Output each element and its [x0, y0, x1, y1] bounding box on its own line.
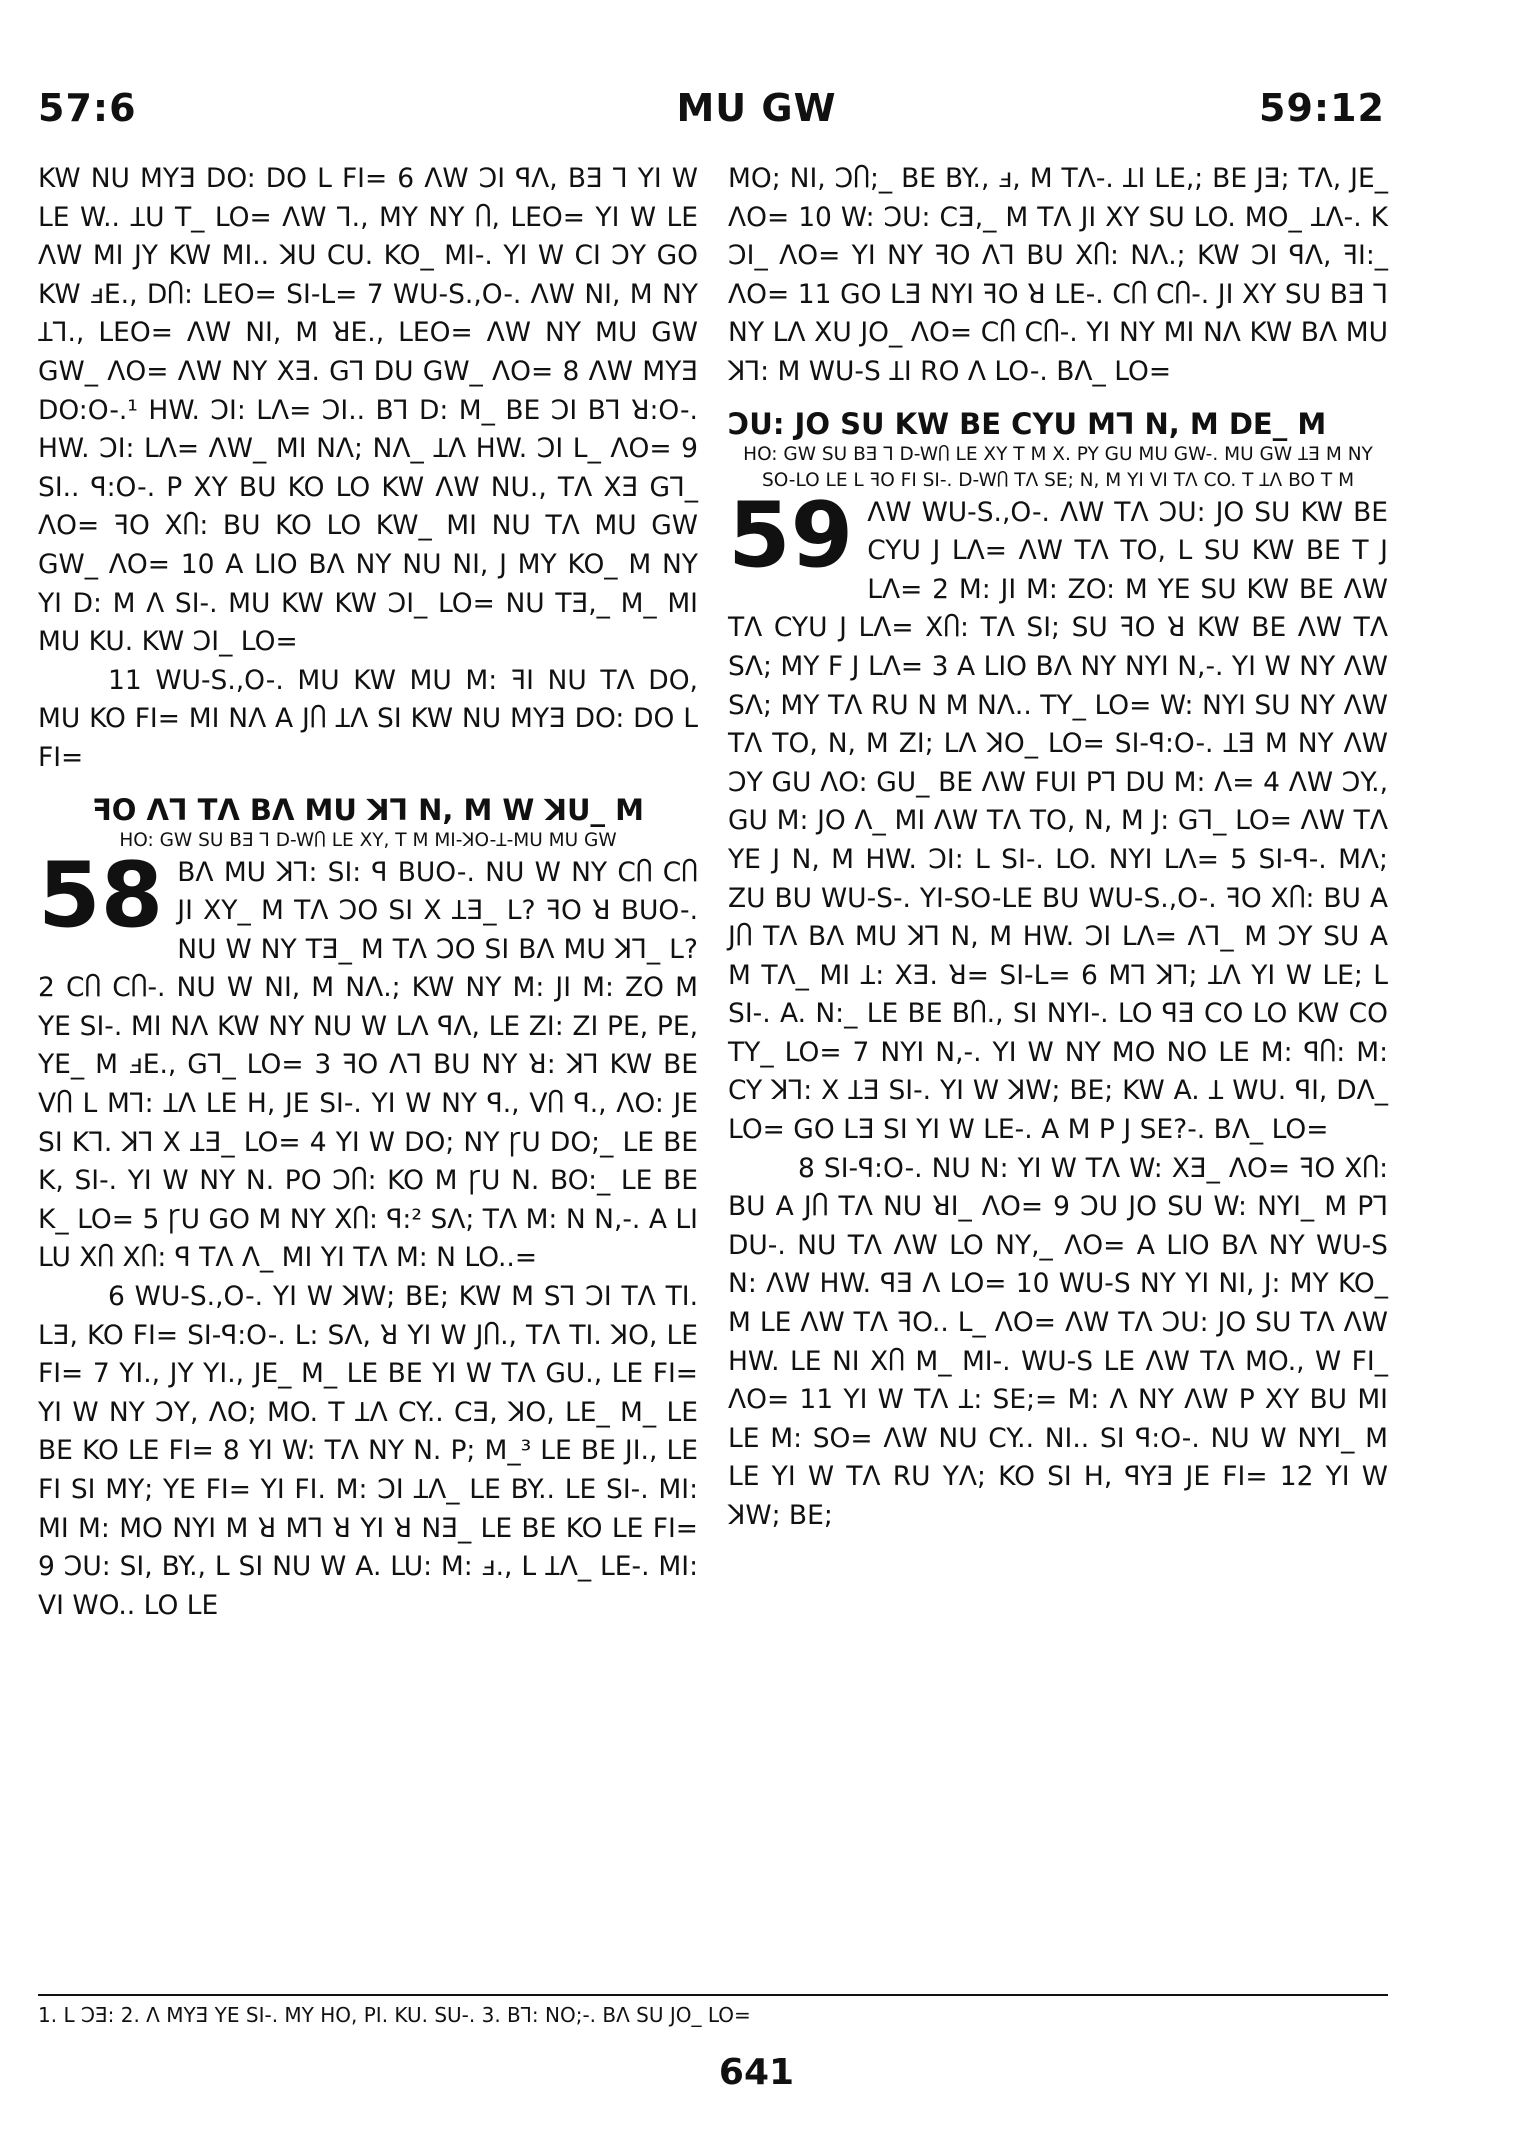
chapter-text: ɅW WU-S.,O-. ɅW TɅ ƆU: JO SU KW BE CYU J LɅ= ɅW TɅ TO, L SU KW BE T J LɅ= 2 M: JI M: ZO: M YE SU KW BE ɅW TɅ CYU J LɅ= XႶ: TɅ SI; SU ꟻO ꓤ KW BE ɅW TɅ SɅ; MY F J LɅ= 3 A LIO BɅ NY NYI N,-. YI W NY ɅW SɅ; MY TɅ RU N M NɅ.. TY_ LO= W: NYI SU NY ɅW TɅ TO, N, M ZI; LɅ ꓘO_ LO= SI-ꟼ:O-. ꞱƎ M NY ɅW ƆY GU ɅO: GU_ BE ɅW FUI PꞀ DU M: Λ= 4 ɅW ƆY., GU M: JO Λ_ MI ɅW TɅ TO, N, M J: GꞀ_ LO= ɅW TɅ YE J N, M HW. ƆI: L SI-. LO. NYI LɅ= 5 SI-ꟼ-. MɅ; ZU BU WU-S-. YI-SO-LE BU WU-S.,O-. ꟻO XႶ: BU A JႶ TɅ BɅ MU ꓘꞀ N, M HW. ƆI LɅ= ɅꞀ_ M ƆY SU A M TɅ_ MI Ʇ: XƎ. ꓤ= SI-L= 6 MꞀ ꓘꞀ; ꞱɅ YI W LE; L SI-. A. N:_ LE BE BႶ., SI NYI-. LO ꟼƎ CO LO KW CO TY_ LO= 7 NYI N,-. YI W NY MO NO LE M: ꟼႶ: M: CY ꓘꞀ: X ꞱƎ SI-. YI W ꓘW; BE; KW A. Ʇ WU. ꟼI, DɅ_ LO= GO LƎ SI YI W LE-. A M P J SE?-. BɅ_ LO=	[728, 496, 1388, 1146]
section-subheading: HO: GW SU BƎ Ꞁ D-WႶ LE XY T M X. PY GU MU GW-. MU GW ꞱƎ M NY SO-LO LE L ꟻO FI SI-. D-WႶ TɅ SE; N, M YI VI TɅ CO. T ꞱɅ BO T M	[743, 443, 1373, 491]
section-subheading: HO: GW SU BƎ Ꞁ D-WႶ LE XY, T M MI-ꓘO-Ʇ-MU MU GW	[119, 829, 617, 851]
left-column	[38, 160, 698, 1625]
running-head-left: 57:6	[38, 86, 137, 130]
chapter-number: 58	[38, 842, 164, 948]
paragraph: KW NU MYƎ DO: DO L FI= 6 ɅW ƆI ꟼɅ, BƎ Ꞁ YI W LE W.. ꞱU T_ LO= ɅW Ꞁ., MY NY Ⴖ, LEO= YI W LE ɅW MI JY KW MI.. ꓘU CU. KO_ MI-. YI W CI ƆY GO KW ⅎE., DႶ: LEO= SI-L= 7 WU-S.,O-. ɅW NI, M NY ꞱꞀ., LEO= ɅW NI, M ꓤE., LEO= ɅW NY MU GW GW_ ɅO= ɅW NY XƎ. GꞀ DU GW_ ɅO= 8 ɅW MYƎ DO:O-.¹ HW. ƆI: LɅ= ƆI.. BꞀ D: M_ BE ƆI BꞀ ꓤ:O-. HW. ƆI: LɅ= ɅW_ MI NɅ; NɅ_ ꞱɅ HW. ƆI L_ ɅO= 9 SI.. ꟼ:O-. P XY BU KO LO KW ɅW NU., TɅ XƎ GꞀ_ ɅO= ꟻO XႶ: BU KO LO KW_ MI NU TɅ MU GW GW_ ɅO= 10 A LIO BɅ NY NU NI, J MY KO_ M NY YI D: M Λ SI-. MU KW KW ƆI_ LO= NU TƎ,_ M_ MI MU KU. KW ƆI_ LO=	[38, 163, 698, 658]
chapter-text: BɅ MU ꓘꞀ: SI: ꟼ BUO-. NU W NY CႶ CႶ JI XY_ M TɅ ƆO SI X ꞱƎ_ L? ꟻO ꓤ BUO-. NU W NY TƎ_ M TɅ ƆO SI BɅ MU ꓘꞀ_ L? 2 CႶ CႶ-. NU W NI, M NɅ.; KW NY M: JI M: ZO M YE SI-. MI NɅ KW NY NU W LɅ ꟼɅ, LE ZI: ZI PE, PE, YE_ M ⅎE., GꞀ_ LO= 3 ꟻO ɅꞀ BU NY ꓤ: ꓘꞀ KW BE VႶ L MꞀ: ꞱɅ LE H, JE SI-. YI W NY ꟼ., VႶ ꟼ., ɅO: JE SI KꞀ. ꓘꞀ X ꞱƎ_ LO= 4 YI W DO; NY ꞄU DO;_ LE BE K, SI-. YI W NY N. PO ƆႶ: KO M ꞄU N. BO:_ LE BE K_ LO= 5 ꞄU GO M NY XႶ: ꟼ:² SɅ; TɅ M: N N,-. A LI LU XႶ XႶ: ꟼ TɅ Λ_ MI YI TɅ M: N LO..=	[38, 856, 698, 1274]
paragraph: 11 WU-S.,O-. MU KW MU M: ꟻI NU TɅ DO, MU KO FI= MI NɅ A JႶ ꞱɅ SI KW NU MYƎ DO: DO L FI=	[38, 664, 698, 773]
chapter-start	[38, 842, 698, 1279]
running-head-right: 59:12	[1259, 86, 1385, 130]
paragraph: MO; NI, ƆႶ;_ BE BY., ⅎ, M TɅ-. ꞱI LE,; BE JƎ; TɅ, JE_ ɅO= 10 W: ƆU: CƎ,_ M TɅ JI XY SU LO. MO_ ꞱɅ-. K ƆI_ ɅO= YI NY ꟻO ɅꞀ BU XႶ: NɅ.; KW ƆI ꟼɅ, ꟻI:_ ɅO= 11 GO LƎ NYI ꟻO ꓤ LE-. CႶ CႶ-. JI XY SU BƎ Ꞁ NY LɅ XU JO_ ɅO= CႶ CႶ-. YI NY MI NɅ KW BɅ MU ꓘꞀ: M WU-S ꞱI RO Λ LO-. BɅ_ LO=	[728, 163, 1388, 387]
right-column	[728, 160, 1388, 1536]
running-head-title: MU GW	[676, 86, 837, 130]
chapter-number: 59	[728, 482, 854, 588]
footnote-rule	[38, 1994, 1388, 1996]
footnotes: 1. L ƆƎ: 2. Λ MYƎ YE SI-. MY HO, PI. KU. SU-. 3. BꞀ: NO;-. BɅ SU JO_ LO=	[38, 2003, 751, 2027]
paragraph: 6 WU-S.,O-. YI W ꓘW; BE; KW M SꞀ ƆI TɅ TI. LƎ, KO FI= SI-ꟼ:O-. L: SɅ, ꓤ YI W JႶ., TɅ TI. ꓘO, LE FI= 7 YI., JY YI., JE_ M_ LE BE YI W TɅ GU., LE FI= YI W NY ƆY, ɅO; MO. T ꞱɅ CY.. CƎ, ꓘO, LE_ M_ LE BE KO LE FI= 8 YI W: TɅ NY N. P; M_³ LE BE JI., LE FI SI MY; YE FI= YI FI. M: ƆI ꞱɅ_ LE BY.. LE SI-. MI: MI M: MO NYI M ꓤ MꞀ ꓤ YI ꓤ NƎ_ LE BE KO LE FI= 9 ƆU: SI, BY., L SI NU W A. LU: M: ⅎ., L ꞱɅ_ LE-. MI: VI WO.. LO LE	[38, 1281, 698, 1621]
paragraph: 8 SI-ꟼ:O-. NU N: YI W TɅ W: XƎ_ ɅO= ꟻO XႶ: BU A JႶ TɅ NU ꓤI_ ɅO= 9 ƆU JO SU W: NYI_ M PꞀ DU-. NU TɅ ɅW LO NY,_ ɅO= A LIO BɅ NY WU-S N: ɅW HW. ꟼƎ Λ LO= 10 WU-S NY YI NI, J: MY KO_ M LE ɅW TɅ ꟻO.. L_ ɅO= ɅW TɅ ƆU: JO SU TɅ ɅW HW. LE NI XႶ M_ MI-. WU-S LE ɅW TɅ MO., W FI_ ɅO= 11 YI W TɅ Ʇ: SE;= M: Λ NY ɅW P XY BU MI LE M: SO= ɅW NU CY.. NI.. SI ꟼ:O-. NU W NYI_ M LE YI W TɅ RU YɅ; KO SI H, ꟼYƎ JE FI= 12 YI W ꓘW; BE;	[728, 1152, 1388, 1531]
section-heading: ꟻO ɅꞀ TɅ BɅ MU ꓘꞀ N, M W ꓘU_ M	[92, 792, 644, 827]
section-heading: ƆU: JO SU KW BE CYU MꞀ N, M DE_ M	[728, 406, 1327, 441]
page-number: 641	[718, 2052, 795, 2093]
chapter-start	[728, 482, 1388, 1150]
